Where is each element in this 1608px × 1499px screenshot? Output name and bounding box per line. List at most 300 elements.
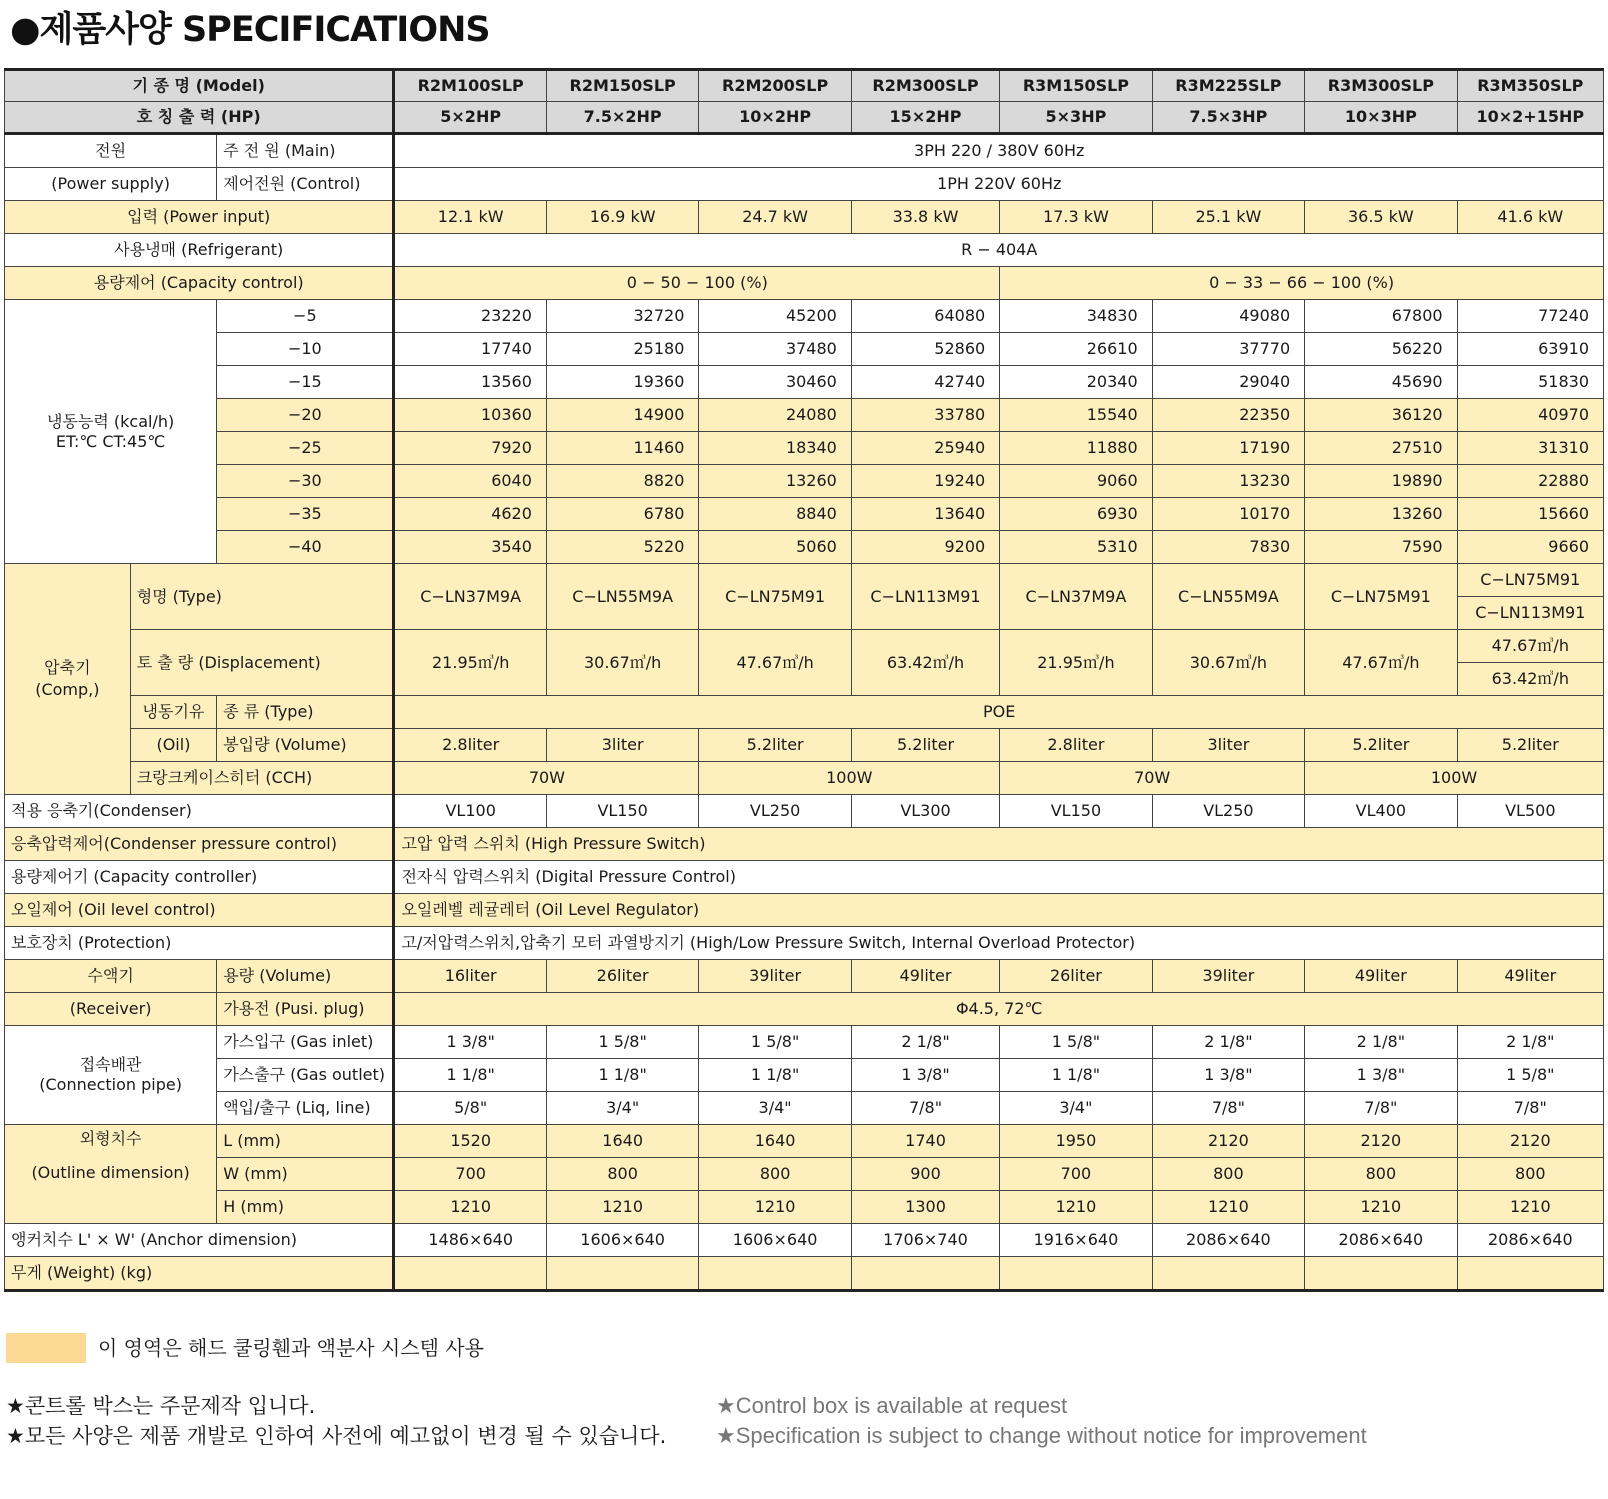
power-input-value: 12.1 kW — [394, 201, 546, 234]
cooling-value: 17740 — [394, 333, 546, 366]
pipe-value: 3/4" — [1000, 1092, 1152, 1125]
pipe-value: 1 3/8" — [1305, 1059, 1457, 1092]
comp-disp-value: 63.42㎥/h — [851, 630, 999, 696]
outline-label — [5, 1125, 217, 1224]
capacity-control-3comp: 0 − 33 − 66 − 100 (%) — [1000, 267, 1604, 300]
pipe-value: 7/8" — [1152, 1092, 1304, 1125]
cooling-value: 19890 — [1305, 465, 1457, 498]
cooling-value: 32720 — [546, 300, 698, 333]
cooling-temp: −15 — [217, 366, 394, 399]
pipe-value: 1 1/8" — [699, 1059, 851, 1092]
pipe-label-en: (Connection pipe) — [39, 1075, 182, 1094]
comp-disp-value: 30.67㎥/h — [1152, 630, 1304, 696]
outline-value: 700 — [1000, 1158, 1152, 1191]
row-comp-disp-1 — [5, 630, 1604, 663]
row-pipe — [5, 1092, 1604, 1125]
comp-disp-value: 21.95㎥/h — [1000, 630, 1152, 696]
outline-value: 1210 — [1000, 1191, 1152, 1224]
oil-type-value: POE — [394, 696, 1604, 729]
cooling-value: 6040 — [394, 465, 546, 498]
pipe-value: 1 5/8" — [1457, 1059, 1603, 1092]
outline-value: 1210 — [1457, 1191, 1603, 1224]
pipe-value: 5/8" — [394, 1092, 546, 1125]
pipe-value: 2 1/8" — [1152, 1026, 1304, 1059]
cooling-value: 36120 — [1305, 399, 1457, 432]
cooling-value: 9060 — [1000, 465, 1152, 498]
row-power-input — [5, 201, 1604, 234]
cooling-value: 7920 — [394, 432, 546, 465]
model-hp: 5×3HP — [1000, 102, 1152, 134]
row-cooling — [5, 300, 1604, 333]
cooling-value: 67800 — [1305, 300, 1457, 333]
cooling-value: 19240 — [851, 465, 999, 498]
pipe-value: 3/4" — [699, 1092, 851, 1125]
power-input-value: 25.1 kW — [1152, 201, 1304, 234]
power-input-value: 17.3 kW — [1000, 201, 1152, 234]
receiver-label-ko: 수액기 — [5, 960, 217, 993]
pipe-row-label: 액입/출구 (Liq, line) — [217, 1092, 394, 1125]
model-hp: 15×2HP — [851, 102, 999, 134]
protection-value: 고/저압력스위치,압축기 모터 과열방지기 (High/Low Pressure Switch, Internal Overload Protector) — [394, 927, 1604, 960]
comp-disp-label: 토 출 량 (Displacement) — [130, 630, 394, 696]
power-control-label: 제어전원 (Control) — [217, 168, 394, 201]
row-oil-control — [5, 894, 1604, 927]
receiver-volume-value: 49liter — [1305, 960, 1457, 993]
cooling-value: 26610 — [1000, 333, 1152, 366]
cooling-value: 56220 — [1305, 333, 1457, 366]
cooling-value: 77240 — [1457, 300, 1603, 333]
cooling-value: 9200 — [851, 531, 999, 564]
cooling-value: 7830 — [1152, 531, 1304, 564]
receiver-label-en: (Receiver) — [5, 993, 217, 1026]
legend-text: 이 영역은 해드 쿨링휀과 액분사 시스템 사용 — [98, 1336, 484, 1360]
cooling-value: 51830 — [1457, 366, 1603, 399]
condenser-value: VL100 — [394, 795, 546, 828]
receiver-plug-label: 가용전 (Pusi. plug) — [217, 993, 394, 1026]
pipe-value: 1 3/8" — [851, 1059, 999, 1092]
model-hp: 10×2+15HP — [1457, 102, 1603, 134]
model-hp: 5×2HP — [394, 102, 546, 134]
oil-control-value: 오일레벨 레귤레터 (Oil Level Regulator) — [394, 894, 1604, 927]
condenser-value: VL300 — [851, 795, 999, 828]
outline-value: 1740 — [851, 1125, 999, 1158]
power-input-value: 41.6 kW — [1457, 201, 1603, 234]
outline-value: 2120 — [1152, 1125, 1304, 1158]
outline-row-label: W (mm) — [217, 1158, 394, 1191]
comp-type-value: C−LN55M9A — [1152, 564, 1304, 630]
cooling-value: 13230 — [1152, 465, 1304, 498]
anchor-value: 2086×640 — [1305, 1224, 1457, 1257]
row-pipe — [5, 1026, 1604, 1059]
comp-type-value: C−LN75M91 — [1305, 564, 1457, 630]
cooling-value: 7590 — [1305, 531, 1457, 564]
model-hp: 10×3HP — [1305, 102, 1457, 134]
cooling-temp: −5 — [217, 300, 394, 333]
cooling-value: 13560 — [394, 366, 546, 399]
cooling-value: 18340 — [699, 432, 851, 465]
note-en-1: ★Control box is available at request — [716, 1393, 1068, 1418]
weight-label: 무게 (Weight) (kg) — [5, 1257, 394, 1291]
row-power-main — [5, 134, 1604, 168]
capacity-control-label: 용량제어 (Capacity control) — [5, 267, 394, 300]
outline-value: 1210 — [1305, 1191, 1457, 1224]
note-en-2: ★Specification is subject to change without notice for improvement — [716, 1423, 1367, 1448]
cooling-value: 37770 — [1152, 333, 1304, 366]
condenser-value: VL250 — [699, 795, 851, 828]
comp-disp-value: 30.67㎥/h — [546, 630, 698, 696]
cch-value: 70W — [1000, 762, 1305, 795]
comp-disp-value: 21.95㎥/h — [394, 630, 546, 696]
cooling-value: 6930 — [1000, 498, 1152, 531]
capacity-control-2comp: 0 − 50 − 100 (%) — [394, 267, 1000, 300]
oil-volume-value: 2.8liter — [1000, 729, 1152, 762]
outline-value: 1520 — [394, 1125, 546, 1158]
outline-value: 1640 — [546, 1125, 698, 1158]
weight-value — [546, 1257, 698, 1291]
weight-value — [699, 1257, 851, 1291]
row-refrigerant — [5, 234, 1604, 267]
cooling-value: 20340 — [1000, 366, 1152, 399]
cooling-value: 45690 — [1305, 366, 1457, 399]
compressor-label-en: (Comp,) — [35, 680, 100, 699]
cooling-value: 34830 — [1000, 300, 1152, 333]
cooling-value: 52860 — [851, 333, 999, 366]
cooling-value: 37480 — [699, 333, 851, 366]
outline-label-en: (Outline dimension) — [31, 1163, 190, 1182]
power-main-value: 3PH 220 / 380V 60Hz — [394, 134, 1604, 168]
cooling-value: 24080 — [699, 399, 851, 432]
note-ko-1: ★콘트롤 박스는 주문제작 입니다. — [6, 1394, 316, 1418]
outline-value: 1210 — [1152, 1191, 1304, 1224]
spec-table — [4, 68, 1604, 1292]
cooling-value: 40970 — [1457, 399, 1603, 432]
model-name: R3M350SLP — [1457, 70, 1603, 102]
pipe-value: 1 1/8" — [1000, 1059, 1152, 1092]
oil-volume-value: 3liter — [546, 729, 698, 762]
cooling-value: 64080 — [851, 300, 999, 333]
comp-disp-value: 47.67㎥/h — [1457, 630, 1603, 663]
pipe-value: 3/4" — [546, 1092, 698, 1125]
power-label: 전원 — [5, 134, 217, 168]
legend-swatch — [6, 1333, 86, 1363]
cooling-value: 22350 — [1152, 399, 1304, 432]
cooling-value: 13640 — [851, 498, 999, 531]
row-power-control — [5, 168, 1604, 201]
receiver-volume-value: 49liter — [1457, 960, 1603, 993]
cooling-value: 29040 — [1152, 366, 1304, 399]
outline-value: 1210 — [699, 1191, 851, 1224]
power-input-label: 입력 (Power input) — [5, 201, 394, 234]
cooling-value: 11880 — [1000, 432, 1152, 465]
row-comp-type-1 — [5, 564, 1604, 597]
page-title: ●제품사양 SPECIFICATIONS — [10, 10, 490, 50]
power-main-label: 주 전 원 (Main) — [217, 134, 394, 168]
row-cooling — [5, 531, 1604, 564]
model-hp: 7.5×2HP — [546, 102, 698, 134]
row-receiver-volume — [5, 960, 1604, 993]
comp-type-value: C−LN75M91 — [699, 564, 851, 630]
weight-value — [394, 1257, 546, 1291]
condenser-value: VL150 — [546, 795, 698, 828]
pipe-value: 1 5/8" — [1000, 1026, 1152, 1059]
condenser-value: VL400 — [1305, 795, 1457, 828]
pipe-value: 1 1/8" — [394, 1059, 546, 1092]
row-oil-type — [5, 696, 1604, 729]
outline-value: 800 — [699, 1158, 851, 1191]
cooling-value: 23220 — [394, 300, 546, 333]
comp-type-value: C−LN55M9A — [546, 564, 698, 630]
cooling-value: 25940 — [851, 432, 999, 465]
condenser-label: 적용 응축기(Condenser) — [5, 795, 394, 828]
cooling-value: 33780 — [851, 399, 999, 432]
oil-volume-label: 봉입량 (Volume) — [217, 729, 394, 762]
cooling-value: 63910 — [1457, 333, 1603, 366]
oil-volume-value: 5.2liter — [699, 729, 851, 762]
cooling-value: 15540 — [1000, 399, 1152, 432]
cooling-value: 4620 — [394, 498, 546, 531]
row-pipe — [5, 1059, 1604, 1092]
condenser-value: VL150 — [1000, 795, 1152, 828]
oil-volume-value: 2.8liter — [394, 729, 546, 762]
cooling-temp: −40 — [217, 531, 394, 564]
receiver-volume-value: 26liter — [546, 960, 698, 993]
cooling-value: 19360 — [546, 366, 698, 399]
cooling-value: 49080 — [1152, 300, 1304, 333]
pipe-value: 7/8" — [1457, 1092, 1603, 1125]
cooling-temp: −20 — [217, 399, 394, 432]
oil-type-label: 종 류 (Type) — [217, 696, 394, 729]
anchor-value: 2086×640 — [1152, 1224, 1304, 1257]
cooling-value: 5310 — [1000, 531, 1152, 564]
comp-type-value: C−LN113M91 — [851, 564, 999, 630]
power-input-value: 33.8 kW — [851, 201, 999, 234]
row-outline — [5, 1125, 1604, 1158]
cooling-label-sub: ET:℃ CT:45℃ — [55, 431, 166, 451]
outline-value: 2120 — [1305, 1125, 1457, 1158]
cooling-value: 17190 — [1152, 432, 1304, 465]
comp-type-value: C−LN37M9A — [394, 564, 546, 630]
outline-value: 1300 — [851, 1191, 999, 1224]
cooling-value: 8840 — [699, 498, 851, 531]
cooling-value: 30460 — [699, 366, 851, 399]
capacity-controller-value: 전자식 압력스위치 (Digital Pressure Control) — [394, 861, 1604, 894]
receiver-volume-value: 16liter — [394, 960, 546, 993]
row-cooling — [5, 333, 1604, 366]
cooling-temp: −25 — [217, 432, 394, 465]
oil-volume-value: 5.2liter — [851, 729, 999, 762]
receiver-volume-value: 39liter — [1152, 960, 1304, 993]
row-cch — [5, 762, 1604, 795]
cooling-label — [5, 300, 217, 564]
receiver-volume-value: 49liter — [851, 960, 999, 993]
anchor-value: 1486×640 — [394, 1224, 546, 1257]
weight-value — [1457, 1257, 1603, 1291]
capacity-controller-label: 용량제어기 (Capacity controller) — [5, 861, 394, 894]
comp-disp-value: 47.67㎥/h — [699, 630, 851, 696]
anchor-label: 앵커치수 L' × W' (Anchor dimension) — [5, 1224, 394, 1257]
cooling-temp: −10 — [217, 333, 394, 366]
cch-value: 70W — [394, 762, 699, 795]
cch-value: 100W — [1305, 762, 1604, 795]
row-outline — [5, 1191, 1604, 1224]
condenser-value: VL250 — [1152, 795, 1304, 828]
cooling-value: 31310 — [1457, 432, 1603, 465]
pipe-value: 7/8" — [1305, 1092, 1457, 1125]
cooling-value: 11460 — [546, 432, 698, 465]
cch-label: 크랑크케이스히터 (CCH) — [130, 762, 394, 795]
row-capacity-controller — [5, 861, 1604, 894]
anchor-value: 1606×640 — [699, 1224, 851, 1257]
power-input-value: 16.9 kW — [546, 201, 698, 234]
row-cond-pressure — [5, 828, 1604, 861]
row-cooling — [5, 366, 1604, 399]
comp-type-value: C−LN37M9A — [1000, 564, 1152, 630]
outline-value: 1210 — [546, 1191, 698, 1224]
pipe-label — [5, 1026, 217, 1125]
model-name: R2M150SLP — [546, 70, 698, 102]
condenser-value: VL500 — [1457, 795, 1603, 828]
pipe-row-label: 가스출구 (Gas outlet) — [217, 1059, 394, 1092]
power-input-value: 24.7 kW — [699, 201, 851, 234]
row-cooling — [5, 498, 1604, 531]
row-condenser — [5, 795, 1604, 828]
row-outline — [5, 1158, 1604, 1191]
oil-volume-value: 5.2liter — [1305, 729, 1457, 762]
outline-value: 800 — [1457, 1158, 1603, 1191]
model-hp: 7.5×3HP — [1152, 102, 1304, 134]
oil-label-en: (Oil) — [130, 729, 217, 762]
row-protection — [5, 927, 1604, 960]
model-name: R3M300SLP — [1305, 70, 1457, 102]
oil-label-ko: 냉동기유 — [130, 696, 217, 729]
cooling-value: 10170 — [1152, 498, 1304, 531]
pipe-value: 1 5/8" — [699, 1026, 851, 1059]
oil-volume-value: 3liter — [1152, 729, 1304, 762]
anchor-value: 1916×640 — [1000, 1224, 1152, 1257]
comp-type-value: C−LN113M91 — [1457, 597, 1603, 630]
outline-value: 1640 — [699, 1125, 851, 1158]
cooling-value: 15660 — [1457, 498, 1603, 531]
compressor-label — [5, 564, 131, 795]
pipe-row-label: 가스입구 (Gas inlet) — [217, 1026, 394, 1059]
anchor-value: 1606×640 — [546, 1224, 698, 1257]
receiver-volume-value: 39liter — [699, 960, 851, 993]
outline-row-label: L (mm) — [217, 1125, 394, 1158]
cooling-value: 9660 — [1457, 531, 1603, 564]
anchor-value: 2086×640 — [1457, 1224, 1603, 1257]
cooling-value: 25180 — [546, 333, 698, 366]
receiver-plug-value: Φ4.5, 72℃ — [394, 993, 1604, 1026]
comp-disp-value: 47.67㎥/h — [1305, 630, 1457, 696]
header-row-model — [5, 70, 1604, 102]
receiver-volume-value: 26liter — [1000, 960, 1152, 993]
weight-value — [1000, 1257, 1152, 1291]
outline-value: 2120 — [1457, 1125, 1603, 1158]
model-name: R2M300SLP — [851, 70, 999, 102]
comp-disp-value: 63.42㎥/h — [1457, 663, 1603, 696]
outline-value: 800 — [1152, 1158, 1304, 1191]
row-cooling — [5, 399, 1604, 432]
pipe-value: 1 1/8" — [546, 1059, 698, 1092]
model-hp: 10×2HP — [699, 102, 851, 134]
hp-label: 호 칭 출 력 (HP) — [5, 102, 394, 134]
row-receiver-plug — [5, 993, 1604, 1026]
outline-row-label: H (mm) — [217, 1191, 394, 1224]
power-label-en: (Power supply) — [5, 168, 217, 201]
model-name: R2M100SLP — [394, 70, 546, 102]
cooling-temp: −30 — [217, 465, 394, 498]
row-capacity-control — [5, 267, 1604, 300]
receiver-volume-label: 용량 (Volume) — [217, 960, 394, 993]
cooling-value: 22880 — [1457, 465, 1603, 498]
row-oil-volume — [5, 729, 1604, 762]
row-cooling — [5, 432, 1604, 465]
row-anchor — [5, 1224, 1604, 1257]
note-ko-2: ★모든 사양은 제품 개발로 인하여 사전에 예고없이 변경 될 수 있습니다. — [6, 1424, 667, 1448]
outline-value: 1950 — [1000, 1125, 1152, 1158]
pipe-value: 2 1/8" — [1457, 1026, 1603, 1059]
outline-value: 1210 — [394, 1191, 546, 1224]
model-name: R3M150SLP — [1000, 70, 1152, 102]
anchor-value: 1706×740 — [851, 1224, 999, 1257]
cooling-value: 14900 — [546, 399, 698, 432]
cond-pressure-value: 고압 압력 스위치 (High Pressure Switch) — [394, 828, 1604, 861]
model-name: R2M200SLP — [699, 70, 851, 102]
pipe-value: 1 5/8" — [546, 1026, 698, 1059]
cooling-value: 27510 — [1305, 432, 1457, 465]
outline-value: 900 — [851, 1158, 999, 1191]
pipe-value: 1 3/8" — [1152, 1059, 1304, 1092]
refrigerant-value: R − 404A — [394, 234, 1604, 267]
power-control-value: 1PH 220V 60Hz — [394, 168, 1604, 201]
cond-pressure-label: 응축압력제어(Condenser pressure control) — [5, 828, 394, 861]
model-name: R3M225SLP — [1152, 70, 1304, 102]
cooling-label-ko: 냉동능력 (kcal/h) — [46, 411, 175, 431]
refrigerant-label: 사용냉매 (Refrigerant) — [5, 234, 394, 267]
weight-value — [851, 1257, 999, 1291]
weight-value — [1152, 1257, 1304, 1291]
cooling-value: 5060 — [699, 531, 851, 564]
header-row-hp — [5, 102, 1604, 134]
outline-value: 800 — [546, 1158, 698, 1191]
cooling-value: 42740 — [851, 366, 999, 399]
cooling-value: 5220 — [546, 531, 698, 564]
power-input-value: 36.5 kW — [1305, 201, 1457, 234]
pipe-value: 1 3/8" — [394, 1026, 546, 1059]
cooling-temp: −35 — [217, 498, 394, 531]
cooling-value: 3540 — [394, 531, 546, 564]
cooling-value: 6780 — [546, 498, 698, 531]
pipe-value: 7/8" — [851, 1092, 999, 1125]
oil-control-label: 오일제어 (Oil level control) — [5, 894, 394, 927]
cooling-value: 8820 — [546, 465, 698, 498]
outline-value: 700 — [394, 1158, 546, 1191]
oil-volume-value: 5.2liter — [1457, 729, 1603, 762]
outline-label-ko: 외형치수 — [79, 1129, 142, 1148]
comp-type-label: 형명 (Type) — [130, 564, 394, 630]
pipe-label-ko: 접속배관 — [79, 1055, 142, 1074]
row-weight — [5, 1257, 1604, 1291]
weight-value — [1305, 1257, 1457, 1291]
protection-label: 보호장치 (Protection) — [5, 927, 394, 960]
model-label: 기 종 명 (Model) — [5, 70, 394, 102]
outline-value: 800 — [1305, 1158, 1457, 1191]
pipe-value: 2 1/8" — [851, 1026, 999, 1059]
cooling-value: 45200 — [699, 300, 851, 333]
cooling-value: 13260 — [1305, 498, 1457, 531]
cooling-value: 13260 — [699, 465, 851, 498]
compressor-label-ko: 압축기 — [44, 658, 91, 677]
